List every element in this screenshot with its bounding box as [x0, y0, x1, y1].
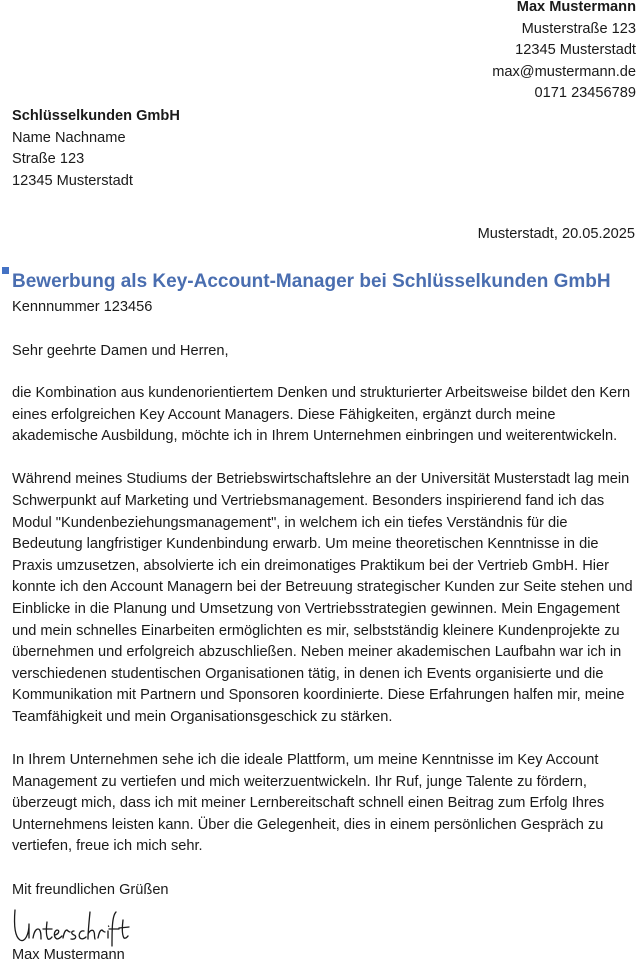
recipient-company: Schlüsselkunden GmbH	[12, 108, 180, 124]
closing-phrase: Mit freundlichen Grüßen	[12, 882, 169, 898]
paragraph-motivation: In Ihrem Unternehmen sehe ich die ideale Plattform, um meine Kenntnisse im Key Account Management zu vertiefen und mich weiterzuentwickeln. Ihr Ruf, junge Talente zu fördern, überzeugt mich, dass ich mit meiner Lernbereitschaft schnell einen Beitrag zum Erfolg Ihres Unternehmens leisten kann. Über die Gelegenheit, dies in einem persönlichen Gespräch zu vertiefen, freue ich mich sehr.	[12, 752, 605, 855]
subject-marker	[2, 267, 9, 274]
recipient-street: Straße 123	[12, 151, 85, 168]
sender-street: Musterstraße 123	[521, 20, 636, 37]
sender-name: Max Mustermann	[516, 0, 636, 15]
sender-block	[492, 0, 636, 105]
date-line: Musterstadt, 20.05.2025	[477, 226, 635, 242]
recipient-contact: Name Nachname	[12, 129, 126, 146]
letter-body	[12, 383, 634, 880]
sender-city: 12345 Musterstadt	[515, 42, 636, 59]
paragraph-experience: Während meines Studiums der Betriebswirtschaftslehre an der Universität Musterstadt lag mein Schwerpunkt auf Marketing und Vertriebsmanagement. Besonders inspirierend fand ich das Modul "Kundenbeziehungsmanagement", in welchem ich ein tiefes Verständnis für die Bedeutung langfristiger Kundenbindung erwarb. Um meine theoretischen Kenntnisse in die Praxis umzusetzen, absolvierte ich ein dreimonatiges Praktikum bei der Vertrieb GmbH. Hier konnte ich den Account Managern bei der Betreuung strategischer Kunden zur Seite stehen und Einblicke in die Planung und Umsetzung von Vertriebsstrategien gewinnen. Mein Engagement und mein schnelles Einarbeiten ermöglichten es mir, selbstständig kleinere Kundenprojekte zu übernehmen und erfolgreich abzuschließen. Neben meiner akademischen Laufbahn war ich in verschiedenen studentischen Organisationen tätig, in denen ich Events organisierte und die Kommunikation mit Partnern und Sponsoren koordinierte. Diese Erfahrungen halfen mir, meine Teamfähigkeit und mein Organisationsgeschick zu stärken.	[12, 471, 633, 725]
paragraph-intro: die Kombination aus kundenorientiertem Denken und strukturierter Arbeitsweise bildet den Kern eines erfolgreichen Key Account Managers. Diese Fähigkeiten, ergänzt durch meine akademische Ausbildung, möchte ich in Ihrem Unternehmen einbringen und weiterentwickeln.	[12, 385, 631, 445]
salutation: Sehr geehrte Damen und Herren,	[12, 343, 229, 359]
subject-line: Bewerbung als Key-Account-Manager bei Schlüsselkunden GmbH	[12, 271, 611, 292]
reference-number: Kennnummer 123456	[12, 299, 153, 315]
signature-image	[10, 902, 134, 948]
signer-name: Max Mustermann	[12, 947, 125, 963]
sender-phone: 0171 23456789	[534, 85, 636, 102]
recipient-city: 12345 Musterstadt	[12, 172, 133, 189]
sender-email: max@mustermann.de	[492, 63, 636, 80]
recipient-block	[12, 106, 180, 192]
